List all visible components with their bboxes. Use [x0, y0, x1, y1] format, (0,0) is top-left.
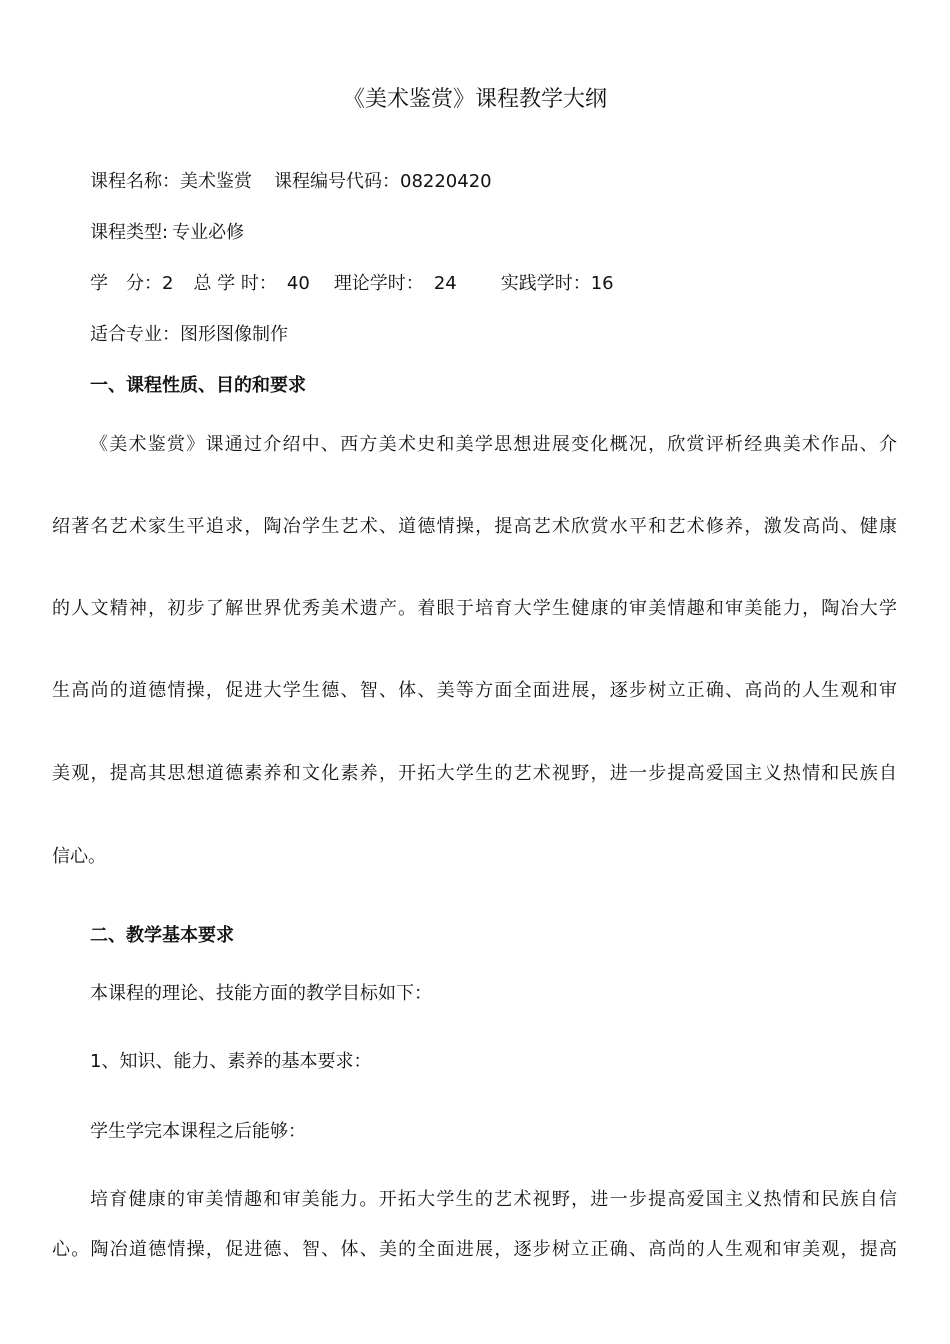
- section2-paragraph-line: 心。陶冶道德情操，促进德、智、体、美的全面进展，逐步树立正确、高尚的人生观和审美观，提高: [52, 1239, 897, 1260]
- course-name-label: 课程名称：: [90, 171, 180, 192]
- credit-value: 2: [162, 273, 174, 294]
- document-title: 《美术鉴赏》课程教学大纲: [342, 87, 607, 112]
- hours-row: [90, 272, 614, 296]
- course-type-value: 专业必修: [172, 222, 245, 243]
- practice-hours-value: 16: [590, 273, 614, 294]
- major-label: 适合专业：: [90, 324, 180, 345]
- course-name-value: 美术鉴赏: [180, 171, 252, 192]
- section1-heading: 一、课程性质、目的和要求: [90, 375, 306, 396]
- section1-paragraph-line: 的人文精神，初步了解世界优秀美术遗产。着眼于培育大学生健康的审美情趣和审美能力，陶冶大学: [52, 598, 897, 619]
- section2-intro: 本课程的理论、技能方面的教学目标如下：: [90, 983, 432, 1004]
- section1-paragraph-line: 信心。: [52, 846, 106, 867]
- section1-paragraph-line: 美观，提高其思想道德素养和文化素养，开拓大学生的艺术视野，进一步提高爱国主义热情和民族自: [52, 763, 897, 784]
- section2-item1-sub: 学生学完本课程之后能够：: [90, 1121, 306, 1142]
- course-type-label: 课程类型:: [90, 222, 169, 243]
- total-hours-label: 总 学 时：: [193, 273, 277, 294]
- theory-hours-label: 理论学时：: [333, 273, 424, 294]
- theory-hours-value: 24: [433, 273, 457, 294]
- section2-heading: 二、教学基本要求: [90, 925, 234, 946]
- section1-paragraph-line: 《美术鉴赏》课通过介绍中、西方美术史和美学思想进展变化概况，欣赏评析经典美术作品、介: [90, 434, 897, 455]
- course-code-value: 08220420: [400, 171, 492, 192]
- total-hours-value: 40: [286, 273, 310, 294]
- major-row: [90, 323, 288, 347]
- course-name-row: [90, 170, 492, 194]
- section1-paragraph-line: 生高尚的道德情操，促进大学生德、智、体、美等方面全面进展，逐步树立正确、高尚的人生观和审: [52, 680, 897, 701]
- practice-hours-label: 实践学时：: [500, 273, 591, 294]
- course-type-row: [90, 221, 244, 245]
- major-value: 图形图像制作: [180, 324, 288, 345]
- section2-paragraph-line: 培育健康的审美情趣和审美能力。开拓大学生的艺术视野，进一步提高爱国主义热情和民族自信: [90, 1189, 897, 1210]
- credit-label: 学 分：: [90, 273, 162, 294]
- section2-item1: 1、知识、能力、素养的基本要求：: [90, 1051, 372, 1072]
- section1-paragraph-line: 绍著名艺术家生平追求，陶冶学生艺术、道德情操，提高艺术欣赏水平和艺术修养，激发高尚、健康: [52, 516, 897, 537]
- course-code-label: 课程编号代码：: [274, 171, 400, 192]
